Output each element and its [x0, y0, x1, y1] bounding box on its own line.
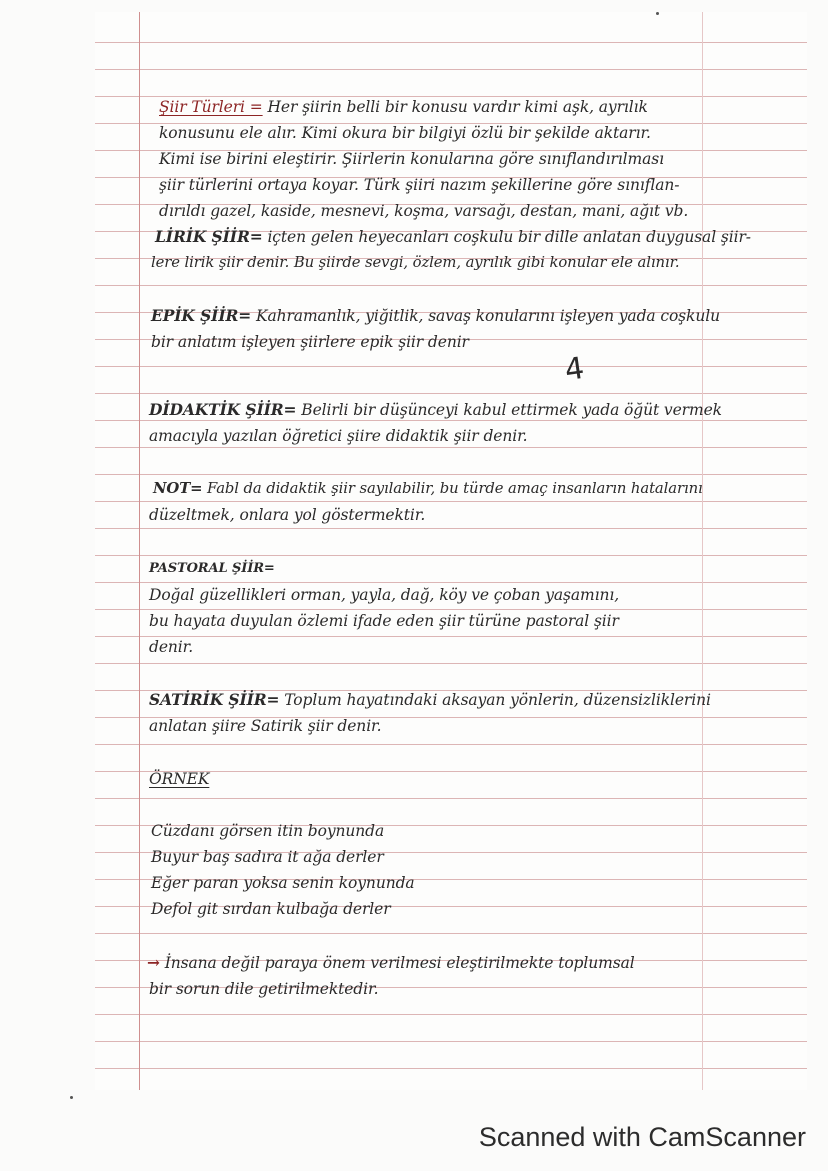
didaktik-text-1: Belirli bir düşünceyi kabul ettirmek yada öğüt vermek: [301, 401, 722, 419]
epik-text-1: Kahramanlık, yiğitlik, savaş konularını işleyen yada coşkulu: [255, 307, 720, 325]
lirik-line-2: lere lirik şiir denir. Bu şiirde sevgi, özlem, ayrılık gibi konular ele alınır.: [151, 254, 680, 271]
satirik-heading: SATİRİK ŞİİR=: [149, 690, 280, 709]
example-heading: ÖRNEK: [149, 770, 210, 788]
right-margin-line: [702, 12, 703, 1090]
epik-line-1: [151, 305, 720, 327]
pastoral-line-3: denir.: [149, 638, 194, 656]
comment-line-1: [147, 952, 635, 974]
scan-dot: [70, 1096, 73, 1099]
arrow-icon: →: [147, 953, 160, 972]
intro-line-3: Kimi ise birini eleştirir. Şiirlerin konularına göre sınıflandırılması: [159, 150, 664, 168]
margin-line: [139, 12, 140, 1090]
intro-line-5: dırıldı gazel, kaside, mesnevi, koşma, varsağı, destan, mani, ağıt vb.: [159, 202, 689, 220]
comment-text-1: İnsana değil paraya önem verilmesi eleştirilmekte toplumsal: [164, 954, 635, 972]
intro-text-1: Her şiirin belli bir konusu vardır kimi aşk, ayrılık: [267, 98, 648, 116]
poem-line-1: Cüzdanı görsen itin boynunda: [151, 822, 385, 840]
intro-line-4: şiir türlerini ortaya koyar. Türk şiiri nazım şekillerine göre sınıflan-: [159, 176, 680, 194]
intro-line-1: [159, 96, 648, 118]
didaktik-line-1: [149, 399, 722, 421]
satirik-line-2: anlatan şiire Satirik şiir denir.: [149, 717, 382, 735]
epik-heading: EPİK ŞİİR=: [151, 306, 252, 325]
poem-line-3: Eğer paran yoksa senin koynunda: [151, 874, 415, 892]
pastoral-line-1: Doğal güzellikleri orman, yayla, dağ, köy ve çoban yaşamını,: [149, 586, 620, 604]
note-line-1: [153, 478, 703, 500]
epik-line-2: bir anlatım işleyen şiirlere epik şiir denir: [151, 333, 469, 351]
scanner-watermark: Scanned with CamScanner: [478, 1122, 806, 1152]
intro-line-2: konusunu ele alır. Kimi okura bir bilgiyi özlü bir şekilde aktarır.: [159, 124, 651, 142]
comment-line-2: bir sorun dile getirilmektedir.: [149, 980, 379, 998]
notebook-page: [95, 12, 807, 1090]
lirik-heading: LİRİK ŞİİR=: [155, 227, 263, 246]
note-text-1: Fabl da didaktik şiir sayılabilir, bu türde amaç insanların hatalarını: [207, 480, 703, 497]
satirik-text-1: Toplum hayatındaki aksayan yönlerin, düzensizliklerini: [284, 691, 711, 709]
didaktik-line-2: amacıyla yazılan öğretici şiire didaktik şiir denir.: [149, 427, 528, 445]
lirik-text-1: içten gelen heyecanları coşkulu bir dille anlatan duygusal şiir-: [267, 228, 751, 246]
lirik-line-1: [155, 226, 751, 248]
pastoral-line-2: bu hayata duyulan özlemi ifade eden şiir türüne pastoral şiir: [149, 612, 619, 630]
poem-line-2: Buyur baş sadıra it ağa derler: [151, 848, 384, 866]
pastoral-heading: PASTORAL ŞİİR=: [149, 561, 275, 576]
didaktik-heading: DİDAKTİK ŞİİR=: [149, 400, 297, 419]
note-heading: NOT=: [153, 480, 203, 497]
scan-dot: [656, 12, 659, 15]
intro-title: Şiir Türleri =: [159, 98, 263, 116]
note-line-2: düzeltmek, onlara yol göstermektir.: [149, 506, 426, 524]
poem-line-4: Defol git sırdan kulbağa derler: [151, 900, 391, 918]
handwritten-mark: 4: [562, 350, 587, 389]
satirik-line-1: [149, 689, 711, 711]
